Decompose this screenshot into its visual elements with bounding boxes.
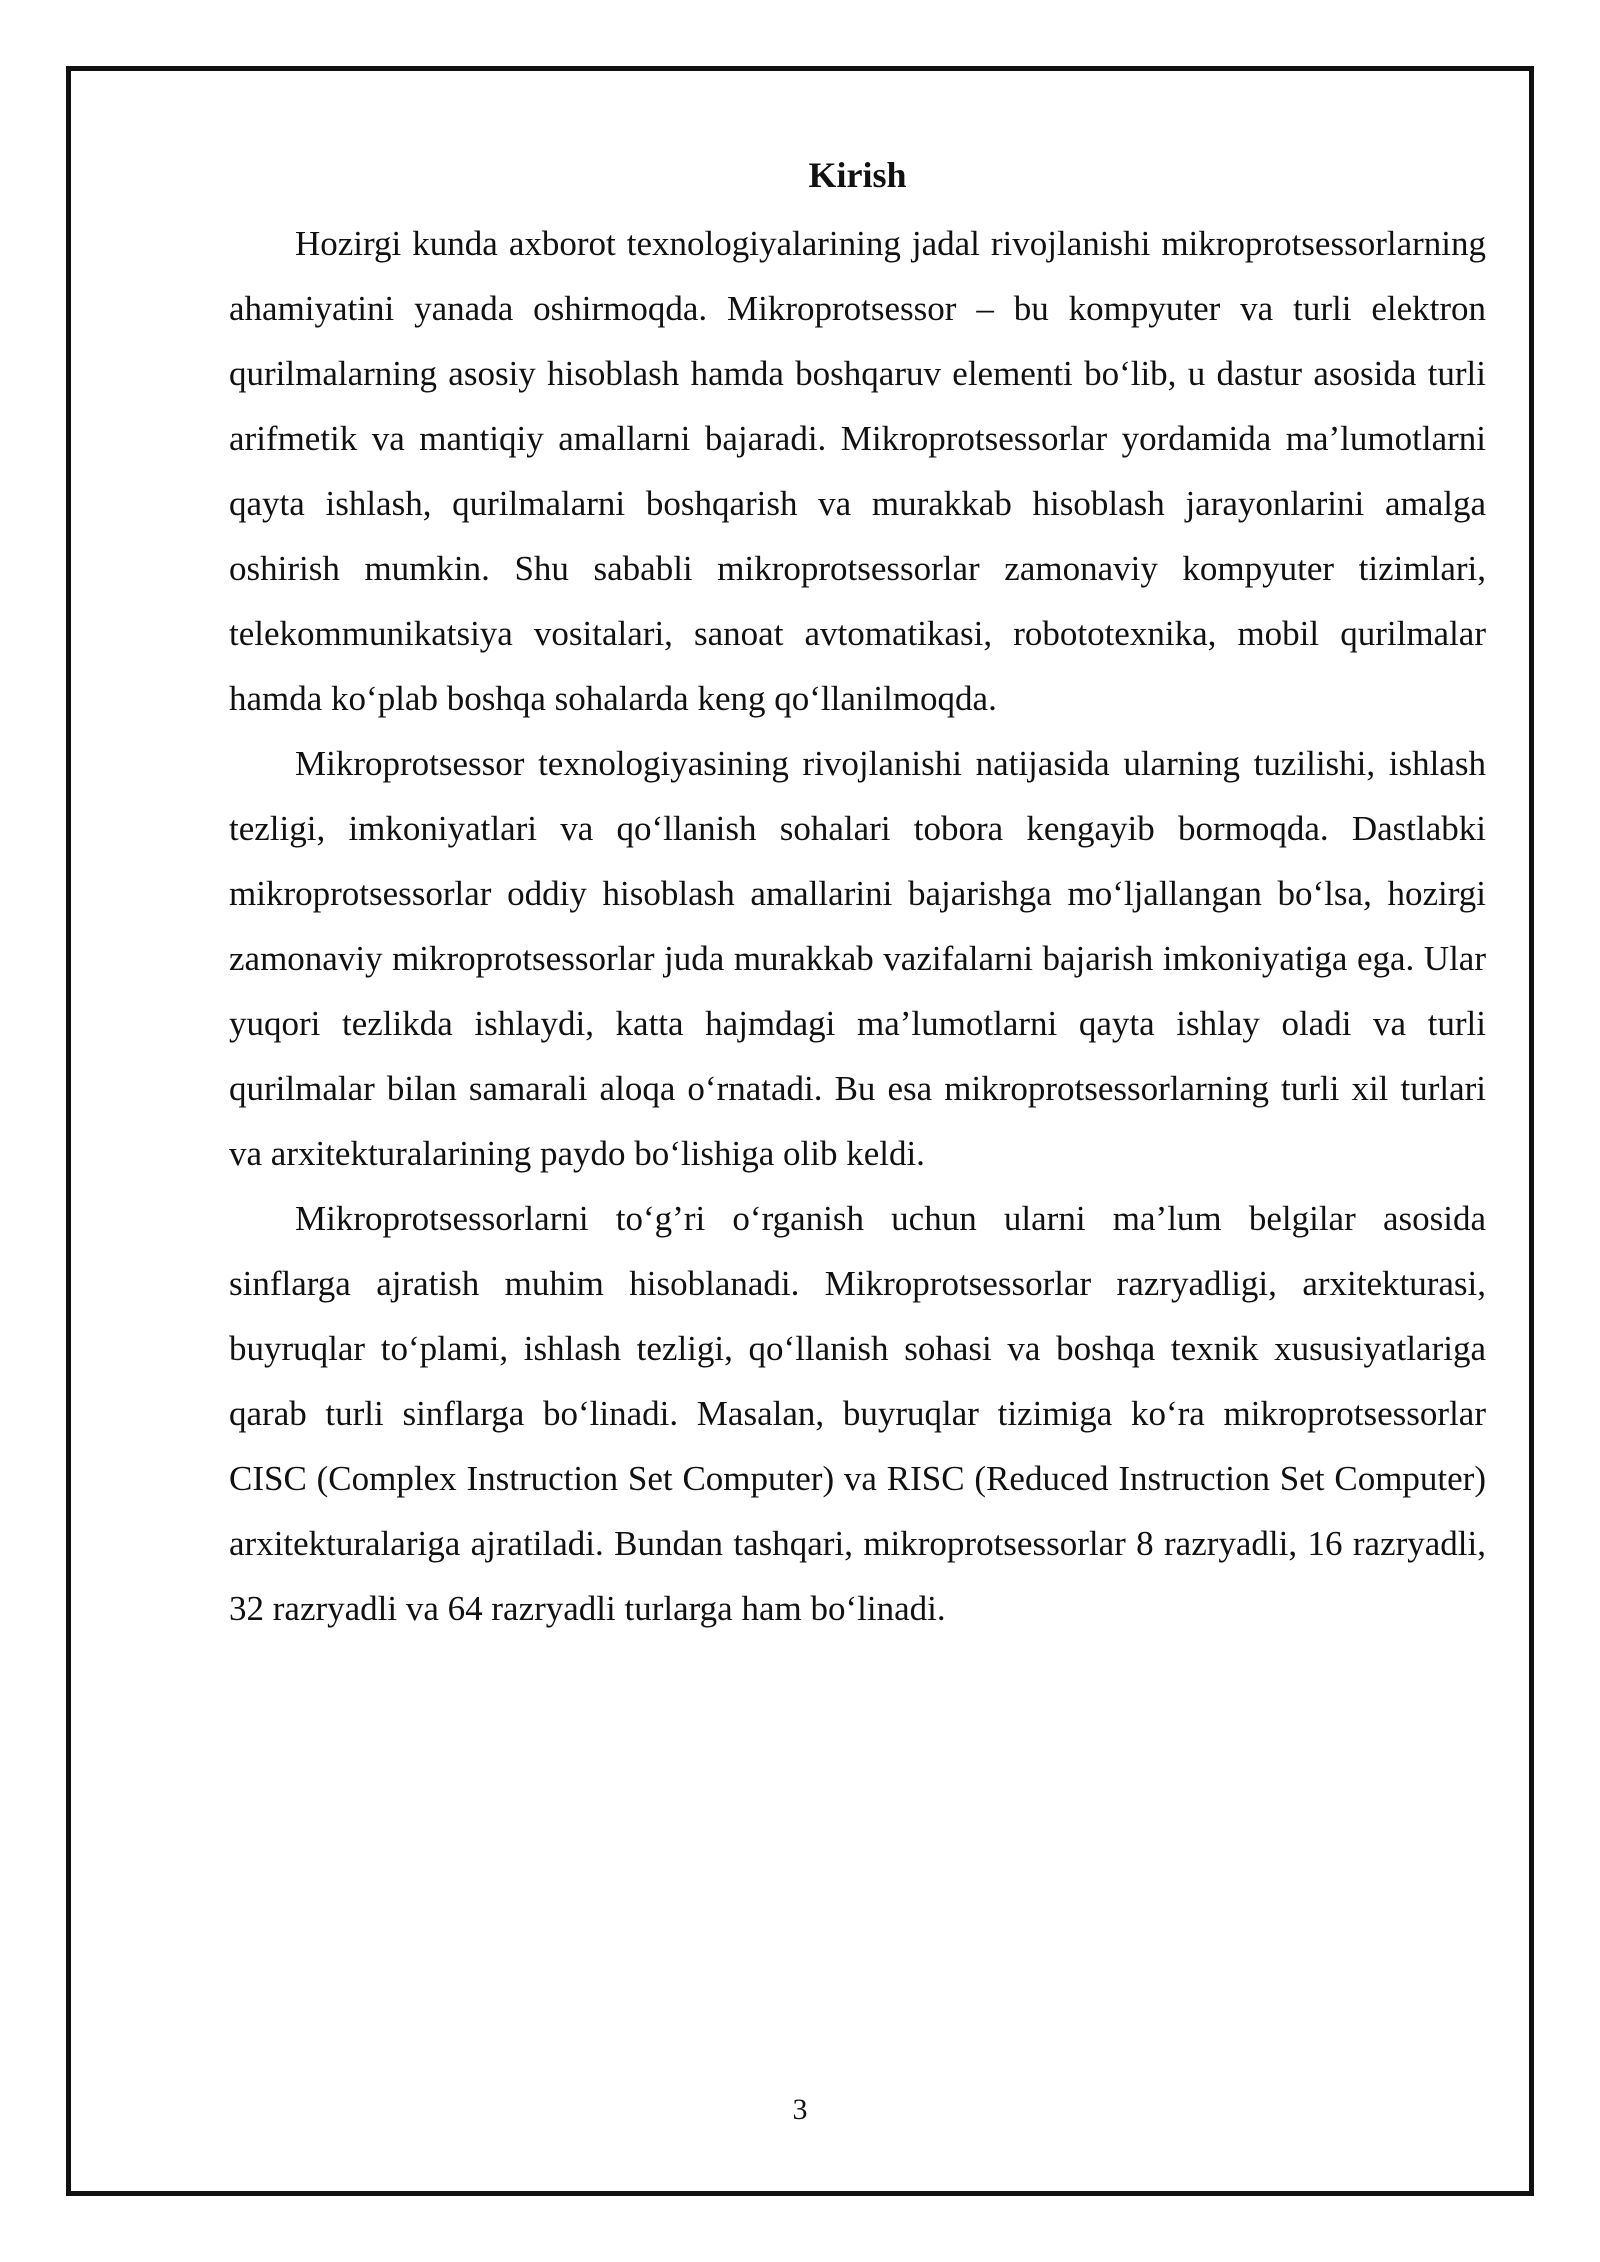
- page-number: 3: [792, 2093, 808, 2126]
- section-title: Kirish: [808, 155, 907, 195]
- paragraph-2: Mikroprotsessor texnologiyasining rivojlanishi natijasida ularning tuzilishi, ishlash tezligi, imkoniyatlari va qo‘llanish sohalari tobora kengayib bormoqda. Dastlabki mikroprotsessorlar oddiy hisoblash amallarini bajarishga mo‘ljallangan bo‘lsa, hozirgi zamonaviy mikroprotsessorlar juda murakkab vazifalarni bajarish imkoniyatiga ega. Ular yuqori tezlikda ishlaydi, katta hajmdagi ma’lumotlarni qayta ishlay oladi va turli qurilmalar bilan samarali aloqa o‘rnatadi. Bu esa mikroprotsessorlarning turli xil turlari va arxitekturalarining paydo bo‘lishiga olib keldi.: [229, 744, 1486, 1173]
- paragraph-3: Mikroprotsessorlarni to‘g’ri o‘rganish uchun ularni ma’lum belgilar asosida sinflarga ajratish muhim hisoblanadi. Mikroprotsessorlar razryadligi, arxitekturasi, buyruqlar to‘plami, ishlash tezligi, qo‘llanish sohasi va boshqa texnik xususiyatlariga qarab turli sinflarga bo‘linadi. Masalan, buyruqlar tizimiga ko‘ra mikroprotsessorlar CISC (Complex Instruction Set Computer) va RISC (Reduced Instruction Set Computer) arxitekturalariga ajratiladi. Bundan tashqari, mikroprotsessorlar 8 razryadli, 16 razryadli, 32 razryadli va 64 razryadli turlarga ham bo‘linadi.: [229, 1199, 1486, 1628]
- paragraph-1: Hozirgi kunda axborot texnologiyalarining jadal rivojlanishi mikroprotsessorlarning ahamiyatini yanada oshirmoqda. Mikroprotsessor – bu kompyuter va turli elektron qurilmalarning asosiy hisoblash hamda boshqaruv elementi bo‘lib, u dastur asosida turli arifmetik va mantiqiy amallarni bajaradi. Mikroprotsessorlar yordamida ma’lumotlarni qayta ishlash, qurilmalarni boshqarish va murakkab hisoblash jarayonlarini amalga oshirish mumkin. Shu sababli mikroprotsessorlar zamonaviy kompyuter tizimlari, telekommunikatsiya vositalari, sanoat avtomatikasi, robototexnika, mobil qurilmalar hamda ko‘plab boshqa sohalarda keng qo‘llanilmoqda.: [229, 224, 1486, 718]
- document-body: [229, 145, 1486, 1641]
